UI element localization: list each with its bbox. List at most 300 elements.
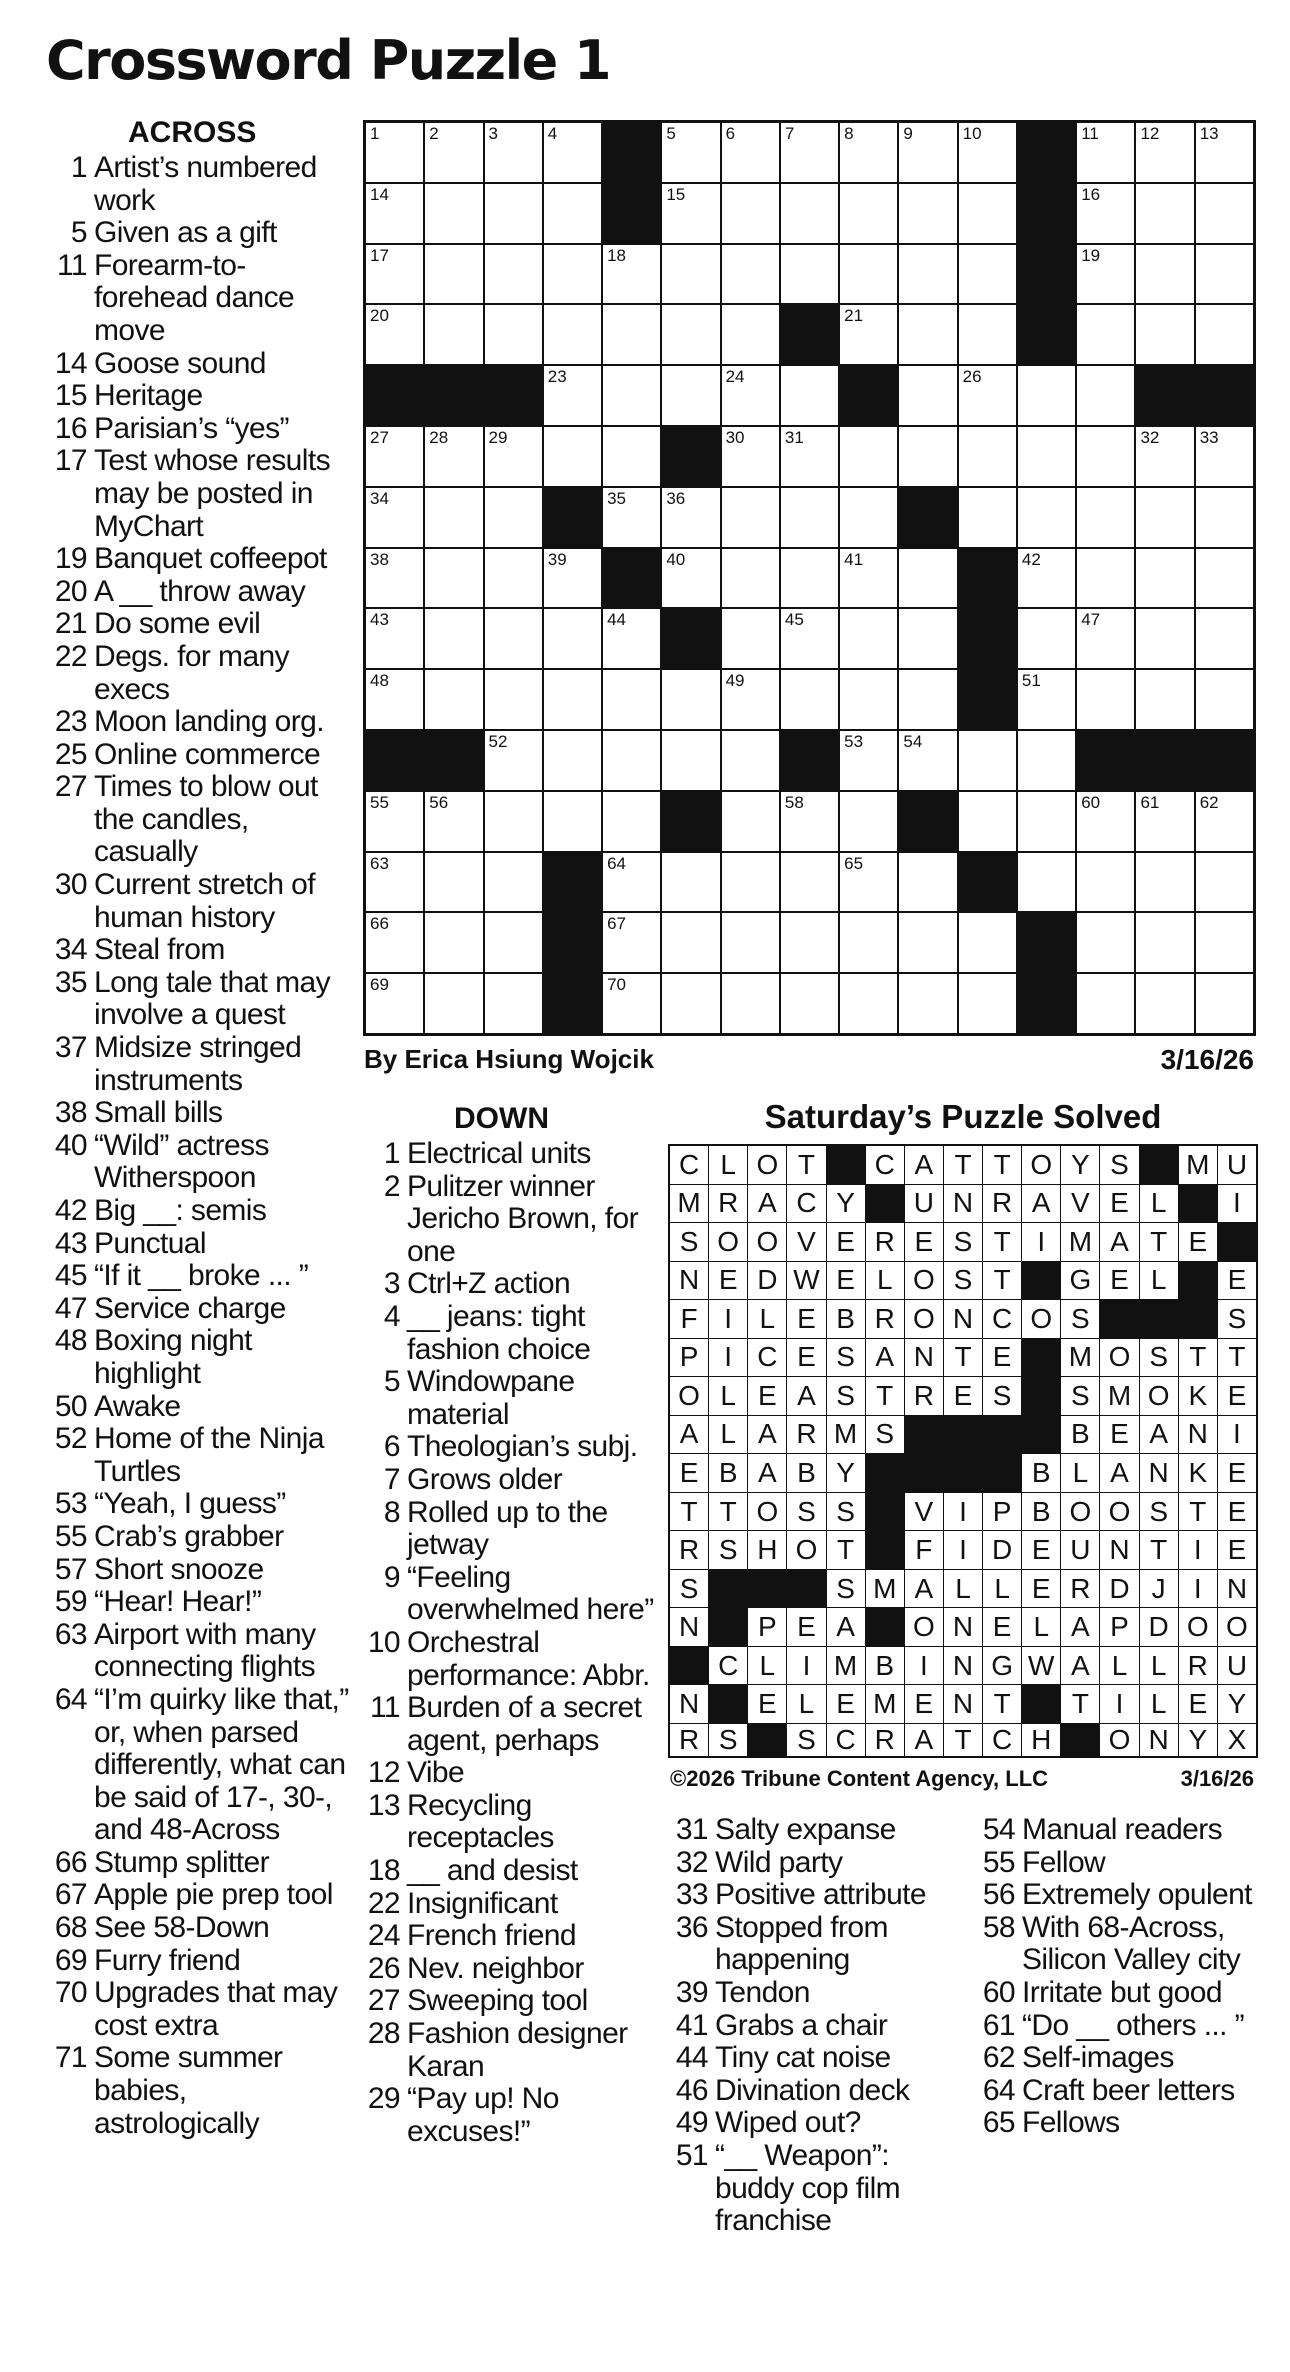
- clue-item: [975, 1912, 1285, 1977]
- grid-cell[interactable]: [662, 731, 719, 790]
- grid-cell[interactable]: [781, 974, 838, 1033]
- cell-number: 60: [1081, 792, 1101, 812]
- solution-cell: E: [787, 1300, 825, 1338]
- grid-cell[interactable]: [1196, 913, 1253, 972]
- black-square: [544, 974, 601, 1033]
- solution-cell: E: [1218, 1493, 1256, 1531]
- grid-cell[interactable]: [1077, 609, 1134, 668]
- solution-cell: D: [983, 1531, 1021, 1569]
- grid-cell[interactable]: [781, 366, 838, 425]
- grid-cell[interactable]: [1136, 488, 1193, 547]
- solution-cell: T: [787, 1146, 825, 1184]
- black-square: [1136, 731, 1193, 790]
- grid-cell[interactable]: [425, 549, 482, 608]
- grid-cell[interactable]: [662, 184, 719, 243]
- grid-cell[interactable]: [722, 245, 779, 304]
- solution-black-square: [670, 1647, 708, 1685]
- grid-cell[interactable]: [603, 305, 660, 364]
- grid-cell[interactable]: [781, 427, 838, 486]
- clue-text: Small bills: [94, 1096, 223, 1130]
- grid-cell[interactable]: [899, 427, 956, 486]
- grid-cell[interactable]: [899, 609, 956, 668]
- solution-cell: O: [1100, 1339, 1138, 1377]
- grid-cell[interactable]: [1136, 184, 1193, 243]
- grid-cell[interactable]: [366, 427, 423, 486]
- grid-cell[interactable]: [485, 670, 542, 729]
- grid-cell[interactable]: [425, 974, 482, 1033]
- solution-cell: E: [787, 1339, 825, 1377]
- grid-cell[interactable]: [899, 974, 956, 1033]
- grid-cell[interactable]: [544, 609, 601, 668]
- solution-black-square: [905, 1454, 943, 1492]
- clue-item: [38, 250, 350, 348]
- grid-cell[interactable]: [366, 123, 423, 182]
- clue-text: Divination deck: [715, 2073, 910, 2107]
- grid-cell[interactable]: [425, 123, 482, 182]
- grid-cell[interactable]: [662, 123, 719, 182]
- grid-cell[interactable]: [1196, 245, 1253, 304]
- grid-cell[interactable]: [899, 731, 956, 790]
- grid-cell[interactable]: [1018, 609, 1075, 668]
- grid-cell[interactable]: [662, 366, 719, 425]
- clue-number: 5: [383, 1365, 400, 1399]
- solution-black-square: [1140, 1146, 1178, 1184]
- grid-cell[interactable]: [425, 609, 482, 668]
- grid-cell[interactable]: [899, 853, 956, 912]
- grid-cell[interactable]: [603, 245, 660, 304]
- grid-cell[interactable]: [1196, 609, 1253, 668]
- grid-cell[interactable]: [1136, 792, 1193, 851]
- grid-cell[interactable]: [722, 184, 779, 243]
- grid-cell[interactable]: [603, 609, 660, 668]
- clue-number: 41: [675, 2008, 708, 2042]
- clue-text: Manual readers: [1022, 1813, 1223, 1846]
- grid-cell[interactable]: [425, 427, 482, 486]
- grid-cell[interactable]: [722, 427, 779, 486]
- grid-cell[interactable]: [722, 670, 779, 729]
- grid-cell[interactable]: [1196, 853, 1253, 912]
- solution-cell: A: [787, 1377, 825, 1415]
- grid-cell[interactable]: [1018, 549, 1075, 608]
- clue-item: [358, 1692, 658, 1757]
- grid-cell[interactable]: [781, 549, 838, 608]
- cell-number: 44: [607, 610, 626, 630]
- grid-cell[interactable]: [722, 366, 779, 425]
- grid-cell[interactable]: [366, 913, 423, 972]
- solution-cell: R: [709, 1185, 747, 1223]
- solution-cell: O: [1100, 1724, 1138, 1756]
- down-clues-continued-2: [975, 1814, 1285, 2140]
- grid-cell[interactable]: [485, 853, 542, 912]
- grid-cell[interactable]: [722, 609, 779, 668]
- cell-number: 47: [1081, 610, 1101, 630]
- solution-cell: C: [748, 1339, 786, 1377]
- grid-cell[interactable]: [1077, 123, 1134, 182]
- grid-cell[interactable]: [899, 305, 956, 364]
- solution-cell: S: [787, 1724, 825, 1756]
- black-square: [485, 366, 542, 425]
- grid-cell[interactable]: [1077, 184, 1134, 243]
- grid-cell[interactable]: [1077, 853, 1134, 912]
- grid-cell[interactable]: [840, 853, 897, 912]
- grid-cell[interactable]: [603, 792, 660, 851]
- grid-cell[interactable]: [366, 974, 423, 1033]
- clue-number: 24: [367, 1919, 400, 1953]
- grid-cell[interactable]: [366, 549, 423, 608]
- solution-cell: S: [1218, 1300, 1256, 1338]
- grid-cell[interactable]: [485, 184, 542, 243]
- grid-cell[interactable]: [781, 184, 838, 243]
- grid-cell[interactable]: [1018, 427, 1075, 486]
- grid-cell[interactable]: [959, 792, 1016, 851]
- clue-item: [358, 1627, 658, 1692]
- solution-black-square: [1179, 1262, 1217, 1300]
- clue-number: 57: [54, 1552, 87, 1586]
- grid-cell[interactable]: [781, 792, 838, 851]
- solution-cell: L: [944, 1570, 982, 1608]
- grid-cell[interactable]: [603, 427, 660, 486]
- solution-cell: U: [1061, 1531, 1099, 1569]
- grid-cell[interactable]: [959, 427, 1016, 486]
- grid-cell[interactable]: [722, 731, 779, 790]
- grid-cell[interactable]: [425, 670, 482, 729]
- grid-cell[interactable]: [544, 792, 601, 851]
- grid-cell[interactable]: [366, 609, 423, 668]
- grid-cell[interactable]: [485, 913, 542, 972]
- grid-cell[interactable]: [1018, 731, 1075, 790]
- grid-cell[interactable]: [1196, 123, 1253, 182]
- grid-cell[interactable]: [662, 670, 719, 729]
- grid-cell[interactable]: [1136, 549, 1193, 608]
- grid-cell[interactable]: [959, 366, 1016, 425]
- grid-cell[interactable]: [781, 123, 838, 182]
- grid-cell[interactable]: [544, 245, 601, 304]
- grid-cell[interactable]: [1077, 488, 1134, 547]
- solution-cell: N: [670, 1608, 708, 1646]
- grid-cell[interactable]: [959, 184, 1016, 243]
- down-clues: [358, 1102, 658, 2148]
- grid-cell[interactable]: [899, 366, 956, 425]
- clue-text: See 58-Down: [94, 1911, 270, 1945]
- solution-black-square: [1100, 1300, 1138, 1338]
- grid-cell[interactable]: [1018, 670, 1075, 729]
- grid-cell[interactable]: [1077, 427, 1134, 486]
- cell-number: 6: [725, 124, 736, 143]
- grid-cell[interactable]: [544, 305, 601, 364]
- grid-cell[interactable]: [544, 366, 601, 425]
- grid-cell[interactable]: [662, 913, 719, 972]
- solution-cell: M: [1061, 1339, 1099, 1377]
- grid-cell[interactable]: [1018, 488, 1075, 547]
- grid-cell[interactable]: [485, 488, 542, 547]
- clue-item: [975, 1977, 1285, 2010]
- grid-cell[interactable]: [959, 974, 1016, 1033]
- clue-number: 53: [54, 1487, 87, 1521]
- grid-cell[interactable]: [781, 609, 838, 668]
- clue-text: Windowpane material: [407, 1365, 575, 1431]
- grid-cell[interactable]: [485, 731, 542, 790]
- grid-cell[interactable]: [722, 305, 779, 364]
- solution-cell: M: [1179, 1146, 1217, 1184]
- grid-cell[interactable]: [1077, 245, 1134, 304]
- grid-cell[interactable]: [1136, 305, 1193, 364]
- grid-cell[interactable]: [544, 184, 601, 243]
- grid-cell[interactable]: [544, 123, 601, 182]
- grid-cell[interactable]: [662, 305, 719, 364]
- solution-cell: L: [1140, 1647, 1178, 1685]
- solution-cell: T: [983, 1262, 1021, 1300]
- clue-item: [38, 2042, 350, 2140]
- grid-cell[interactable]: [662, 974, 719, 1033]
- grid-cell[interactable]: [781, 245, 838, 304]
- grid-cell[interactable]: [899, 184, 956, 243]
- grid-cell[interactable]: [425, 913, 482, 972]
- grid-cell[interactable]: [366, 670, 423, 729]
- grid-cell[interactable]: [840, 670, 897, 729]
- grid-cell[interactable]: [1136, 913, 1193, 972]
- grid-cell[interactable]: [1136, 123, 1193, 182]
- grid-cell[interactable]: [840, 913, 897, 972]
- grid-cell[interactable]: [485, 974, 542, 1033]
- grid-cell[interactable]: [485, 792, 542, 851]
- grid-cell[interactable]: [1077, 913, 1134, 972]
- grid-cell[interactable]: [1077, 792, 1134, 851]
- grid-cell[interactable]: [959, 488, 1016, 547]
- solution-cell: B: [1022, 1454, 1060, 1492]
- grid-cell[interactable]: [425, 184, 482, 243]
- grid-cell[interactable]: [366, 184, 423, 243]
- grid-cell[interactable]: [662, 488, 719, 547]
- grid-cell[interactable]: [1196, 670, 1253, 729]
- grid-cell[interactable]: [1136, 427, 1193, 486]
- clue-item: [38, 1912, 350, 1945]
- grid-cell[interactable]: [959, 305, 1016, 364]
- solution-cell: T: [944, 1339, 982, 1377]
- down-clues-continued: [668, 1814, 968, 2238]
- grid-cell[interactable]: [425, 792, 482, 851]
- grid-cell[interactable]: [1136, 245, 1193, 304]
- solution-cell: U: [905, 1185, 943, 1223]
- clue-item: [38, 576, 350, 609]
- grid-cell[interactable]: [485, 305, 542, 364]
- grid-cell[interactable]: [425, 245, 482, 304]
- grid-cell[interactable]: [366, 488, 423, 547]
- solution-cell: A: [1022, 1185, 1060, 1223]
- clue-item: [38, 608, 350, 641]
- grid-cell[interactable]: [1196, 427, 1253, 486]
- across-heading: ACROSS: [128, 116, 257, 149]
- solution-cell: A: [748, 1185, 786, 1223]
- clue-item: [668, 2075, 968, 2108]
- solution-black-square: [1022, 1377, 1060, 1415]
- clue-item: [38, 1032, 350, 1097]
- grid-cell[interactable]: [544, 670, 601, 729]
- grid-cell[interactable]: [662, 245, 719, 304]
- solution-cell: S: [827, 1570, 865, 1608]
- grid-cell[interactable]: [1018, 366, 1075, 425]
- clue-item: [358, 1464, 658, 1497]
- grid-cell[interactable]: [1018, 792, 1075, 851]
- grid-cell[interactable]: [840, 245, 897, 304]
- grid-cell[interactable]: [603, 488, 660, 547]
- grid-cell[interactable]: [959, 123, 1016, 182]
- clue-item: [38, 1228, 350, 1261]
- grid-cell[interactable]: [840, 427, 897, 486]
- grid-cell[interactable]: [662, 853, 719, 912]
- solution-black-square: [1022, 1685, 1060, 1723]
- cell-number: 63: [370, 853, 389, 873]
- solution-cell: U: [1218, 1146, 1256, 1184]
- clue-item: [668, 1814, 968, 1847]
- grid-cell[interactable]: [1196, 974, 1253, 1033]
- solution-cell: F: [670, 1300, 708, 1338]
- clue-item: [668, 2010, 968, 2043]
- grid-cell[interactable]: [1077, 974, 1134, 1033]
- solution-cell: R: [866, 1300, 904, 1338]
- solution-black-square: [748, 1724, 786, 1756]
- grid-cell[interactable]: [485, 245, 542, 304]
- clue-text: “Wild” actress Witherspoon: [94, 1128, 269, 1195]
- grid-cell[interactable]: [840, 731, 897, 790]
- solution-cell: E: [1100, 1416, 1138, 1454]
- grid-cell[interactable]: [840, 184, 897, 243]
- grid-cell[interactable]: [840, 974, 897, 1033]
- clue-text: Punctual: [94, 1226, 206, 1260]
- grid-cell[interactable]: [840, 609, 897, 668]
- grid-cell[interactable]: [899, 245, 956, 304]
- grid-cell[interactable]: [366, 245, 423, 304]
- grid-cell[interactable]: [603, 670, 660, 729]
- grid-cell[interactable]: [1136, 974, 1193, 1033]
- grid-cell[interactable]: [366, 305, 423, 364]
- solution-cell: E: [1218, 1262, 1256, 1300]
- clue-number: 54: [982, 1813, 1015, 1846]
- grid-cell[interactable]: [840, 549, 897, 608]
- solution-cell: E: [1022, 1570, 1060, 1608]
- grid-cell[interactable]: [603, 913, 660, 972]
- grid-cell[interactable]: [1136, 670, 1193, 729]
- grid-cell[interactable]: [1077, 366, 1134, 425]
- grid-cell[interactable]: [366, 853, 423, 912]
- grid-cell[interactable]: [722, 853, 779, 912]
- clue-number: 1: [383, 1137, 400, 1170]
- grid-cell[interactable]: [544, 427, 601, 486]
- solution-cell: I: [1218, 1185, 1256, 1223]
- grid-cell[interactable]: [899, 549, 956, 608]
- clue-text: Big __: semis: [94, 1194, 267, 1227]
- grid-cell[interactable]: [662, 549, 719, 608]
- cell-number: 38: [370, 549, 389, 569]
- solution-black-square: [905, 1416, 943, 1454]
- grid-cell[interactable]: [603, 366, 660, 425]
- clue-text: Crab’s grabber: [94, 1519, 284, 1553]
- grid-cell[interactable]: [425, 488, 482, 547]
- solution-cell: T: [709, 1493, 747, 1531]
- clue-text: Forearm-to-forehead dance move: [94, 248, 295, 347]
- grid-cell[interactable]: [840, 123, 897, 182]
- grid-cell[interactable]: [899, 913, 956, 972]
- solution-cell: N: [1100, 1531, 1138, 1569]
- grid-cell[interactable]: [840, 305, 897, 364]
- grid-cell[interactable]: [781, 853, 838, 912]
- solution-cell: S: [944, 1262, 982, 1300]
- grid-cell[interactable]: [1196, 184, 1253, 243]
- grid-cell[interactable]: [1196, 792, 1253, 851]
- grid-cell[interactable]: [722, 792, 779, 851]
- clue-text: Banquet coffeepot: [94, 542, 327, 576]
- clue-text: Given as a gift: [94, 216, 277, 250]
- grid-cell[interactable]: [485, 609, 542, 668]
- grid-cell[interactable]: [722, 123, 779, 182]
- grid-cell[interactable]: [485, 549, 542, 608]
- solution-cell: S: [944, 1223, 982, 1261]
- grid-cell[interactable]: [425, 305, 482, 364]
- grid-cell[interactable]: [1136, 853, 1193, 912]
- grid-cell[interactable]: [781, 488, 838, 547]
- grid-cell[interactable]: [603, 974, 660, 1033]
- grid-cell[interactable]: [722, 549, 779, 608]
- grid-cell[interactable]: [1077, 305, 1134, 364]
- grid-cell[interactable]: [899, 670, 956, 729]
- grid-cell[interactable]: [959, 913, 1016, 972]
- clue-item: [38, 739, 350, 772]
- grid-cell[interactable]: [722, 488, 779, 547]
- clue-number: 22: [367, 1886, 400, 1920]
- grid-cell[interactable]: [425, 853, 482, 912]
- grid-cell[interactable]: [1196, 549, 1253, 608]
- grid-cell[interactable]: [603, 853, 660, 912]
- clue-item: [38, 1423, 350, 1488]
- grid-cell[interactable]: [1077, 670, 1134, 729]
- solution-cell: O: [787, 1531, 825, 1569]
- grid-cell[interactable]: [544, 549, 601, 608]
- black-square: [899, 488, 956, 547]
- clue-text: Ctrl+Z action: [407, 1267, 571, 1301]
- grid-cell[interactable]: [1018, 853, 1075, 912]
- grid-cell[interactable]: [899, 123, 956, 182]
- solution-cell: T: [944, 1724, 982, 1756]
- grid-cell[interactable]: [840, 792, 897, 851]
- grid-cell[interactable]: [1196, 305, 1253, 364]
- grid-cell[interactable]: [485, 427, 542, 486]
- grid-cell[interactable]: [1196, 488, 1253, 547]
- solution-black-square: [1179, 1300, 1217, 1338]
- grid-cell[interactable]: [544, 731, 601, 790]
- clue-text: Heritage: [94, 379, 203, 413]
- solution-cell: P: [1100, 1608, 1138, 1646]
- grid-cell[interactable]: [1077, 549, 1134, 608]
- grid-cell[interactable]: [781, 670, 838, 729]
- grid-cell[interactable]: [366, 792, 423, 851]
- grid-cell[interactable]: [959, 731, 1016, 790]
- clue-number: 3: [383, 1267, 400, 1301]
- solution-cell: S: [827, 1377, 865, 1415]
- solution-cell: I: [944, 1493, 982, 1531]
- grid-cell[interactable]: [722, 974, 779, 1033]
- grid-cell[interactable]: [781, 913, 838, 972]
- grid-cell[interactable]: [603, 731, 660, 790]
- grid-cell[interactable]: [485, 123, 542, 182]
- clue-number: 44: [675, 2041, 708, 2075]
- solution-black-square: [1022, 1416, 1060, 1454]
- solution-cell: O: [1179, 1608, 1217, 1646]
- grid-cell[interactable]: [959, 245, 1016, 304]
- grid-cell[interactable]: [1136, 609, 1193, 668]
- grid-cell[interactable]: [722, 913, 779, 972]
- grid-cell[interactable]: [840, 488, 897, 547]
- clue-text: “Pay up! No excuses!”: [407, 2082, 559, 2148]
- solution-grid: [668, 1144, 1258, 1758]
